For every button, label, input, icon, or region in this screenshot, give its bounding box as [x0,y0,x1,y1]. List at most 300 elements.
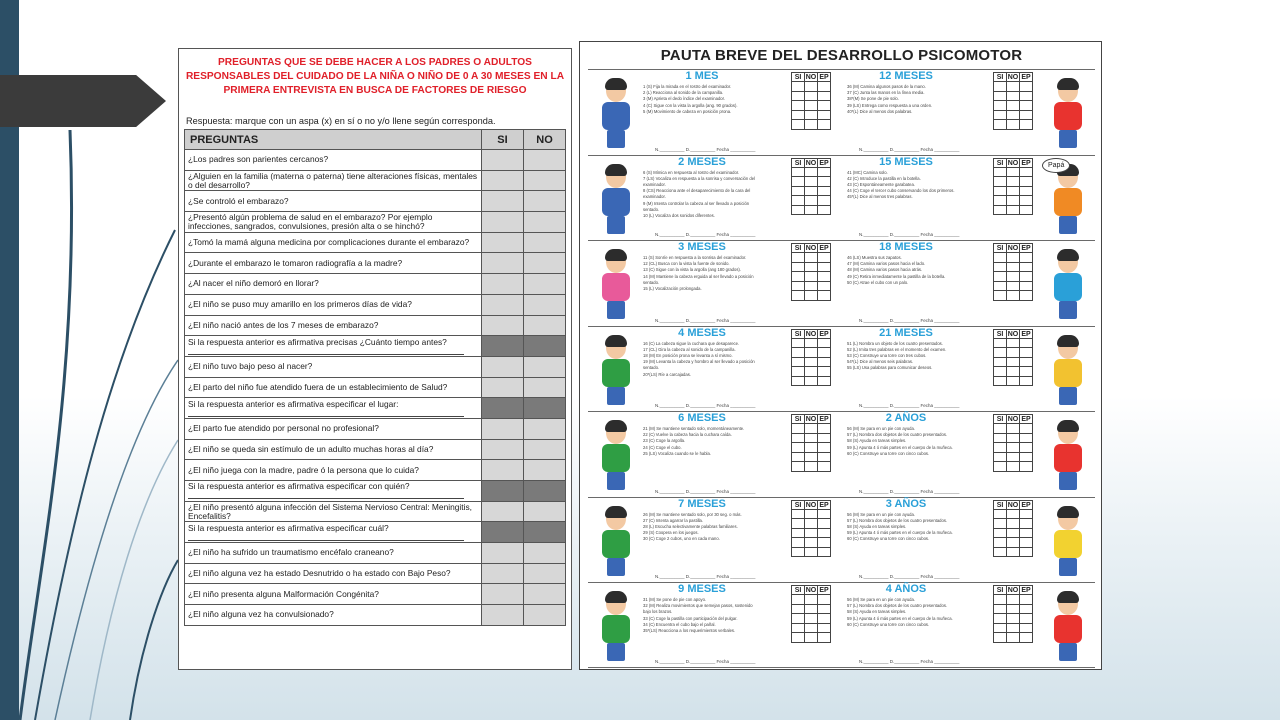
grid-cell[interactable] [1020,377,1033,387]
answer-box-si[interactable] [482,253,524,274]
answer-box-no[interactable] [524,212,566,233]
grid-cell[interactable] [791,111,805,121]
grid-cell[interactable] [1020,633,1033,643]
grid-cell[interactable] [791,605,805,615]
grid-cell[interactable] [818,196,831,206]
grid-cell[interactable] [805,595,818,605]
grid-cell[interactable] [805,443,818,453]
grid-cell[interactable] [805,358,818,368]
milestone-item: 53 (C) Construye una torre con tres cubos. [847,352,927,358]
grid-cell[interactable] [791,453,805,463]
grid-cell[interactable] [993,614,1007,624]
answer-box-si[interactable] [482,439,524,460]
grid-cell[interactable] [791,263,805,273]
grid-cell[interactable] [1007,443,1020,453]
answer-box-no[interactable] [524,170,566,191]
grid-cell[interactable] [791,377,805,387]
grid-cell[interactable] [1007,101,1020,111]
grid-cell[interactable] [1020,434,1033,444]
grid-cell[interactable] [1020,605,1033,615]
answer-box-si[interactable] [482,543,524,564]
question-text [185,336,482,357]
grid-cell[interactable] [791,120,805,130]
grid-cell[interactable] [805,177,818,187]
milestone-panel [643,498,1040,583]
grid-cell[interactable] [993,82,1007,92]
date-line: N.__________ D.__________ Fecha __________ [655,232,756,237]
grid-cell[interactable] [791,282,805,292]
grid-cell[interactable] [1007,196,1020,206]
grid-cell[interactable] [818,177,831,187]
answer-box-si[interactable] [482,212,524,233]
grid-cell[interactable] [993,282,1007,292]
grid-cell[interactable] [993,367,1007,377]
grid-cell[interactable] [818,358,831,368]
grid-cell[interactable] [1020,263,1033,273]
grid-cell[interactable] [818,82,831,92]
milestone-block-right [847,156,1047,241]
grid-cell[interactable] [1007,548,1020,558]
answer-box-si[interactable] [482,584,524,605]
grid-cell[interactable] [993,633,1007,643]
grid-cell[interactable] [805,462,818,472]
grid-cell[interactable] [791,196,805,206]
grid-cell[interactable] [818,614,831,624]
grid-header: EP [818,243,831,253]
answer-box-no[interactable] [524,563,566,584]
grid-cell[interactable] [818,263,831,273]
grid-cell[interactable] [805,633,818,643]
grid-cell[interactable] [818,529,831,539]
grid-cell[interactable] [791,462,805,472]
grid-cell[interactable] [791,206,805,216]
grid-cell[interactable] [1007,120,1020,130]
grid-header: SI [791,414,805,424]
grid-cell[interactable] [805,263,818,273]
grid-cell[interactable] [1020,120,1033,130]
grid-cell[interactable] [791,443,805,453]
grid-cell[interactable] [805,168,818,178]
grid-cell[interactable] [1020,282,1033,292]
question-text [185,418,482,439]
grid-cell[interactable] [791,348,805,358]
milestone-list [643,426,761,484]
grid-cell[interactable] [1007,282,1020,292]
answer-box-no[interactable] [524,253,566,274]
answer-line [188,347,464,355]
grid-cell[interactable] [805,282,818,292]
date-line: N.__________ D.__________ Fecha __________ [655,146,756,152]
question-text [185,232,482,253]
grid-cell[interactable] [818,348,831,358]
grid-cell[interactable] [791,82,805,92]
grid-cell[interactable] [1007,291,1020,301]
table-row [185,605,566,626]
grid-cell[interactable] [818,187,831,197]
grid-cell[interactable] [818,168,831,178]
grid-cell[interactable] [1007,519,1020,529]
grid-cell[interactable] [805,538,818,548]
answer-box-no[interactable] [524,191,566,212]
milestone-list [643,512,761,570]
grid-cell[interactable] [818,92,831,102]
grid-cell[interactable] [1020,187,1033,197]
grid-cell[interactable] [993,177,1007,187]
grid-cell[interactable] [805,196,818,206]
grid-cell[interactable] [805,548,818,558]
answer-box-no[interactable] [524,501,566,522]
grid-cell[interactable] [1020,92,1033,102]
grid-cell[interactable] [993,206,1007,216]
grid-cell[interactable] [791,291,805,301]
si-no-ep-grid [791,158,831,216]
grid-cell[interactable] [1007,263,1020,273]
grid-cell[interactable] [1007,177,1020,187]
grid-cell[interactable] [805,120,818,130]
answer-box-no[interactable] [524,315,566,336]
grid-cell[interactable] [993,510,1007,520]
grid-cell[interactable] [1007,510,1020,520]
grid-cell[interactable] [993,120,1007,130]
milestone-item: 12 (CL) Busca con la vista la fuente de sonido. [643,261,730,267]
grid-cell[interactable] [993,595,1007,605]
grid-cell[interactable] [993,605,1007,615]
grid-cell[interactable] [791,424,805,434]
grid-cell[interactable] [1007,82,1020,92]
grid-cell[interactable] [1020,443,1033,453]
grid-header: EP [1020,329,1033,339]
grid-cell[interactable] [1020,453,1033,463]
answer-box-si[interactable] [482,605,524,626]
grid-cell[interactable] [993,434,1007,444]
grid-cell[interactable] [993,538,1007,548]
grid-cell[interactable] [993,377,1007,387]
table-row [185,253,566,274]
grid-cell[interactable] [1020,339,1033,349]
grid-cell[interactable] [1007,367,1020,377]
answer-box-si[interactable] [482,191,524,212]
grid-cell[interactable] [805,348,818,358]
grid-cell[interactable] [993,168,1007,178]
grid-cell[interactable] [818,443,831,453]
grid-cell[interactable] [1020,206,1033,216]
grid-cell[interactable] [993,111,1007,121]
grid-cell[interactable] [791,272,805,282]
grid-cell[interactable] [818,424,831,434]
grid-cell[interactable] [1007,358,1020,368]
grid-cell[interactable] [1020,272,1033,282]
grid-cell[interactable] [993,348,1007,358]
grid-cell[interactable] [805,624,818,634]
grid-cell[interactable] [791,595,805,605]
milestone-block-right [847,241,1047,326]
grid-cell[interactable] [791,519,805,529]
grid-cell[interactable] [818,605,831,615]
grid-cell[interactable] [993,358,1007,368]
grid-cell[interactable] [818,462,831,472]
milestone-item: 59 (L) Apunta 4 ó más partes en el cuerpo de la muñeca. [847,530,953,536]
grid-cell[interactable] [818,377,831,387]
grid-cell[interactable] [805,187,818,197]
answer-box-si[interactable] [482,356,524,377]
grid-cell[interactable] [993,101,1007,111]
grid-cell[interactable] [1007,206,1020,216]
grid-cell[interactable] [1020,519,1033,529]
grid-cell[interactable] [805,434,818,444]
grid-cell[interactable] [1020,177,1033,187]
grid-cell[interactable] [1007,624,1020,634]
grid-cell[interactable] [818,111,831,121]
answer-box-si[interactable] [482,501,524,522]
grid-cell[interactable] [1020,538,1033,548]
answer-box-no[interactable] [524,439,566,460]
answer-box-no[interactable] [524,274,566,295]
milestone-list [643,597,761,655]
grid-cell[interactable] [805,253,818,263]
grid-cell[interactable] [791,510,805,520]
grid-cell[interactable] [993,462,1007,472]
grid-cell[interactable] [818,282,831,292]
grid-cell[interactable] [818,339,831,349]
grid-cell[interactable] [805,529,818,539]
grid-cell[interactable] [1020,424,1033,434]
grid-cell[interactable] [818,624,831,634]
grid-cell[interactable] [1007,538,1020,548]
age-heading: 21 MESES [879,326,933,339]
grid-cell[interactable] [1007,453,1020,463]
milestone-item: 22 (C) Vuelve la cabeza hacia la cuchara caída. [643,432,732,438]
grid-cell[interactable] [1020,614,1033,624]
grid-cell[interactable] [805,605,818,615]
answer-box-si[interactable] [482,150,524,171]
answer-box-si[interactable] [482,418,524,439]
grid-cell[interactable] [791,367,805,377]
milestone-list [643,170,761,228]
grid-cell[interactable] [818,595,831,605]
answer-box-no[interactable] [524,294,566,315]
answer-box-no[interactable] [524,150,566,171]
grid-cell[interactable] [791,633,805,643]
grid-cell[interactable] [791,624,805,634]
answer-box-si[interactable] [482,232,524,253]
grid-cell[interactable] [805,367,818,377]
answer-box-si[interactable] [482,294,524,315]
answer-box-si[interactable] [482,377,524,398]
answer-box-no[interactable] [524,460,566,481]
grid-cell[interactable] [1007,462,1020,472]
grid-cell[interactable] [791,538,805,548]
grid-cell[interactable] [805,510,818,520]
grid-cell[interactable] [818,548,831,558]
grid-cell[interactable] [993,453,1007,463]
milestone-item: 58 (S) Ayuda en tareas simples. [847,523,907,529]
grid-cell[interactable] [993,624,1007,634]
milestone-item: 10 (L) Vocaliza dos sonidos diferentes. [643,212,715,218]
grid-cell[interactable] [805,424,818,434]
answer-box-si[interactable] [482,460,524,481]
grid-cell[interactable] [818,453,831,463]
grid-cell[interactable] [1020,529,1033,539]
grid-cell[interactable] [1020,101,1033,111]
answer-box-no[interactable] [524,584,566,605]
grid-cell[interactable] [993,253,1007,263]
grid-header: EP [818,158,831,168]
date-line: N.__________ D.__________ Fecha __________ [859,232,960,237]
grid-cell[interactable] [1020,367,1033,377]
grid-cell[interactable] [993,443,1007,453]
grid-cell[interactable] [791,339,805,349]
grid-header: NO [1007,330,1019,338]
grid-cell[interactable] [805,111,818,121]
grid-cell[interactable] [1020,510,1033,520]
answer-box-si[interactable] [482,563,524,584]
answer-box-no[interactable] [524,605,566,626]
grid-cell[interactable] [818,120,831,130]
milestone-item: 5 (M) Movimiento de cabeza en posición prona. [643,108,732,114]
grid-cell[interactable] [1007,272,1020,282]
milestone-item: 36 (M) Camina algunos pasos de la mano. [847,84,926,89]
milestone-item: 11 (S) Sonríe en respuesta a la sonrisa del examinador. [643,255,747,260]
date-line: N.__________ D.__________ Fecha __________ [859,658,960,664]
answer-box-si[interactable] [482,315,524,336]
grid-cell[interactable] [993,263,1007,273]
grid-cell[interactable] [818,434,831,444]
grid-cell[interactable] [791,187,805,197]
grid-cell[interactable] [805,377,818,387]
milestone-item: 9 (M) Intenta controlar la cabeza al ser llevado a posición sentado. [643,200,750,212]
grid-cell[interactable] [805,92,818,102]
grid-cell[interactable] [1007,253,1020,263]
answer-box-no[interactable] [524,377,566,398]
milestone-item: 27 (C) Intenta agarrar la pastilla. [643,517,704,523]
grid-cell[interactable] [818,367,831,377]
grid-cell[interactable] [1007,339,1020,349]
grid-cell[interactable] [791,358,805,368]
grid-cell[interactable] [791,548,805,558]
grid-cell[interactable] [1020,82,1033,92]
grid-cell[interactable] [791,253,805,263]
grid-cell[interactable] [1020,358,1033,368]
table-row [185,336,566,357]
grid-cell[interactable] [1007,187,1020,197]
grid-cell[interactable] [1007,377,1020,387]
grid-cell[interactable] [791,168,805,178]
grid-cell[interactable] [1007,633,1020,643]
answer-box-no[interactable] [524,232,566,253]
grid-cell[interactable] [805,272,818,282]
grid-cell[interactable] [791,529,805,539]
question-label: ¿Los padres son parientes cercanos? [188,154,329,165]
grid-cell[interactable] [818,291,831,301]
grid-cell[interactable] [1020,624,1033,634]
answer-box-no[interactable] [524,543,566,564]
grid-cell[interactable] [1007,595,1020,605]
answer-box-no[interactable] [524,418,566,439]
grid-cell[interactable] [818,510,831,520]
grid-cell[interactable] [993,548,1007,558]
grid-cell[interactable] [818,253,831,263]
grid-cell[interactable] [805,82,818,92]
grid-cell[interactable] [993,92,1007,102]
grid-header: SI [993,585,1007,595]
grid-cell[interactable] [993,519,1007,529]
answer-line [188,533,464,541]
grid-cell[interactable] [805,519,818,529]
answer-box-no[interactable] [524,356,566,377]
grid-cell[interactable] [805,339,818,349]
grid-cell[interactable] [1007,614,1020,624]
grid-cell[interactable] [818,519,831,529]
questions-table [184,129,566,626]
grid-cell[interactable] [818,633,831,643]
grid-cell[interactable] [805,206,818,216]
questions-body [185,150,566,626]
question-label: ¿El niño juega con la madre, padre ó la persona que lo cuida? [188,464,419,475]
milestone-item: 15 (L) Vocalización prolongada. [643,286,702,292]
grid-cell[interactable] [805,453,818,463]
grid-cell[interactable] [1020,462,1033,472]
grid-cell[interactable] [1020,548,1033,558]
grid-cell[interactable] [1020,291,1033,301]
grid-cell[interactable] [818,206,831,216]
grid-cell[interactable] [805,614,818,624]
grid-cell[interactable] [1007,434,1020,444]
grid-cell[interactable] [1020,196,1033,206]
grid-cell[interactable] [1007,168,1020,178]
grid-cell[interactable] [993,272,1007,282]
grid-cell[interactable] [1020,348,1033,358]
grid-cell[interactable] [791,177,805,187]
grid-cell[interactable] [993,424,1007,434]
grid-cell[interactable] [1020,253,1033,263]
grid-header: EP [818,72,831,82]
grid-cell[interactable] [993,196,1007,206]
grid-cell[interactable] [818,272,831,282]
grid-cell[interactable] [993,339,1007,349]
grid-cell[interactable] [993,187,1007,197]
grid-cell[interactable] [805,101,818,111]
grid-cell[interactable] [1007,424,1020,434]
grid-cell[interactable] [1020,111,1033,121]
grid-cell[interactable] [993,529,1007,539]
grid-cell[interactable] [1007,529,1020,539]
grid-cell[interactable] [1007,348,1020,358]
child-illustration [588,498,643,583]
milestone-item: 47 (M) Camina varios pasos hacia el lado. [847,261,926,267]
question-label: ¿El niño alguna vez ha convulsionado? [188,609,334,620]
grid-cell[interactable] [805,291,818,301]
grid-cell[interactable] [1020,168,1033,178]
milestone-item: 50 (C) Atrae el cubo con un palo. [847,279,909,285]
grid-cell[interactable] [818,101,831,111]
grid-cell[interactable] [791,434,805,444]
answer-box-si[interactable] [482,170,524,191]
grid-header: NO [805,501,817,509]
grid-cell[interactable] [1007,92,1020,102]
answer-box-si[interactable] [482,274,524,295]
grid-header: SI [993,329,1007,339]
grid-cell[interactable] [791,101,805,111]
grid-cell[interactable] [791,92,805,102]
grid-cell[interactable] [1020,595,1033,605]
grid-cell[interactable] [993,291,1007,301]
grid-cell[interactable] [1007,605,1020,615]
grid-cell[interactable] [818,538,831,548]
question-label: ¿El niño tuvo bajo peso al nacer? [188,361,313,372]
grid-cell[interactable] [791,614,805,624]
grid-cell[interactable] [1007,111,1020,121]
milestone-item: 16 (C) La cabeza sigue la cuchara que desaparece. [643,340,740,346]
